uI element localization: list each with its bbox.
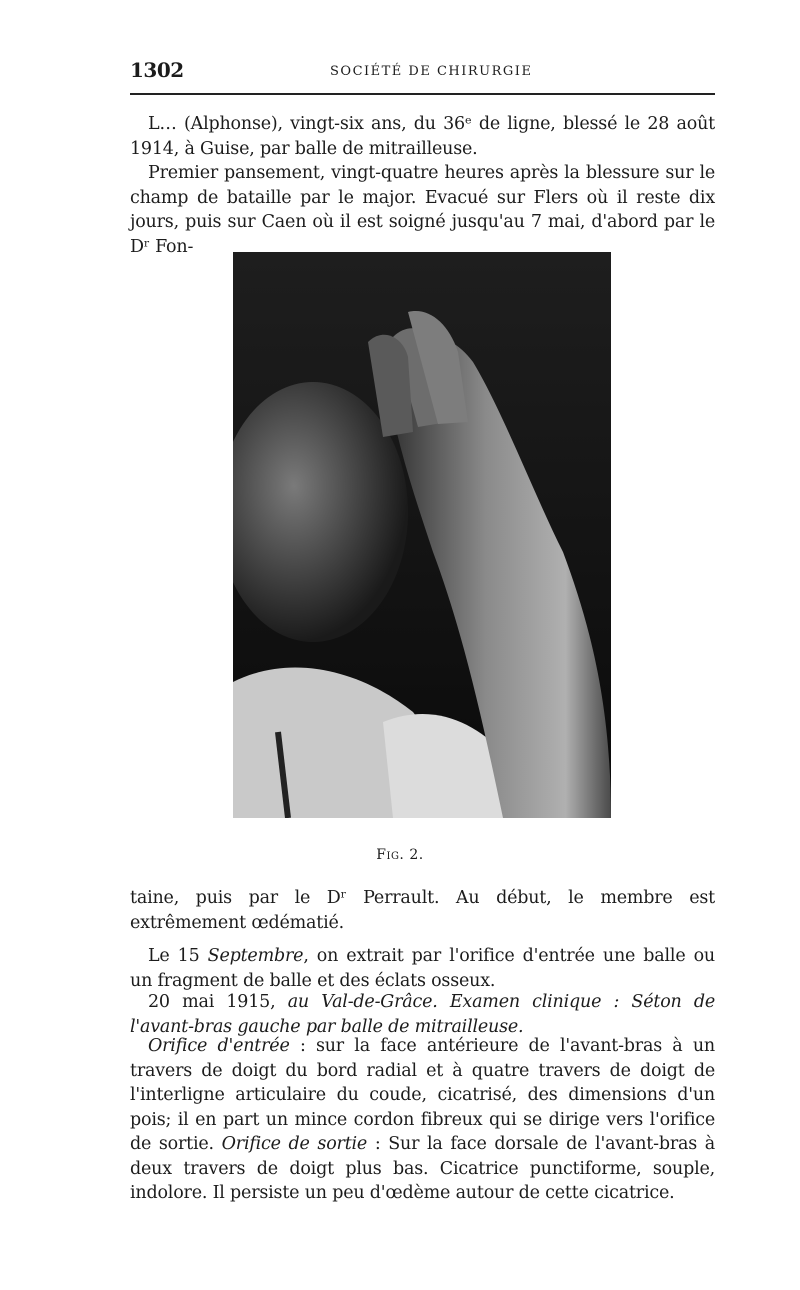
entry-orifice-label: Orifice d'entrée — [148, 1036, 290, 1056]
figure-photograph — [233, 252, 611, 818]
page-number: 1302 — [130, 58, 184, 82]
paragraph-extraction — [130, 944, 715, 993]
entry-orifice-text: : sur la face antérieure de l'avant-bras à un travers de doigt du bord radial et à quatre travers de doigt de l'interligne articulaire du coude, cicatrisé, des dimensions d'un pois; il en part un mince cordon fibreux qui se dirige vers l'orifice de sortie. — [130, 1036, 716, 1154]
header-rule — [130, 93, 715, 95]
exit-orifice-label: Orifice de sortie — [221, 1134, 368, 1154]
figure-caption-text: Fig. 2. — [376, 847, 424, 863]
paragraph-first-dressing: Premier pansement, vingt-quatre heures après la blessure sur le champ de bataille par le major. Evacué sur Flers où il reste dix jours, puis sur Caen où il est soigné jusqu'au 7 mai, d'abord par le Dʳ Fon- — [130, 163, 715, 257]
paragraph-continuation: taine, puis par le Dʳ Perrault. Au début, le membre est extrêmement œdématié. — [130, 888, 715, 933]
exam-date: 20 mai 1915, — [148, 992, 288, 1012]
forearm-photo-image — [233, 252, 611, 818]
running-title: SOCIÉTÉ DE CHIRURGIE — [330, 64, 533, 79]
figure-caption — [0, 847, 800, 863]
extraction-text: , on extrait par l'orifice d'entrée une balle ou un fragment de balle et des éclats osseux. — [130, 946, 715, 991]
date-text: Le 15 — [148, 946, 208, 966]
page-header — [130, 58, 715, 86]
exit-orifice-text: : Sur la face dorsale de l'avant-bras à deux travers de doigt plus bas. Cicatrice punctiforme, souple, indolore. Il persiste un peu d'œdème autour de cette cicatrice. — [130, 1134, 715, 1203]
exam-italic: au Val-de-Grâce. Examen clinique : Séton de l'avant-bras gauche par balle de mitrailleuse. — [130, 992, 715, 1037]
month-italic: Septembre — [207, 946, 304, 966]
paragraph-clinical-exam — [130, 990, 715, 1039]
paragraph-patient: L… (Alphonse), vingt-six ans, du 36ᵉ de ligne, blessé le 28 août 1914, à Guise, par balle de mitrailleuse. — [130, 114, 715, 159]
paragraph-orifices — [130, 1034, 715, 1206]
